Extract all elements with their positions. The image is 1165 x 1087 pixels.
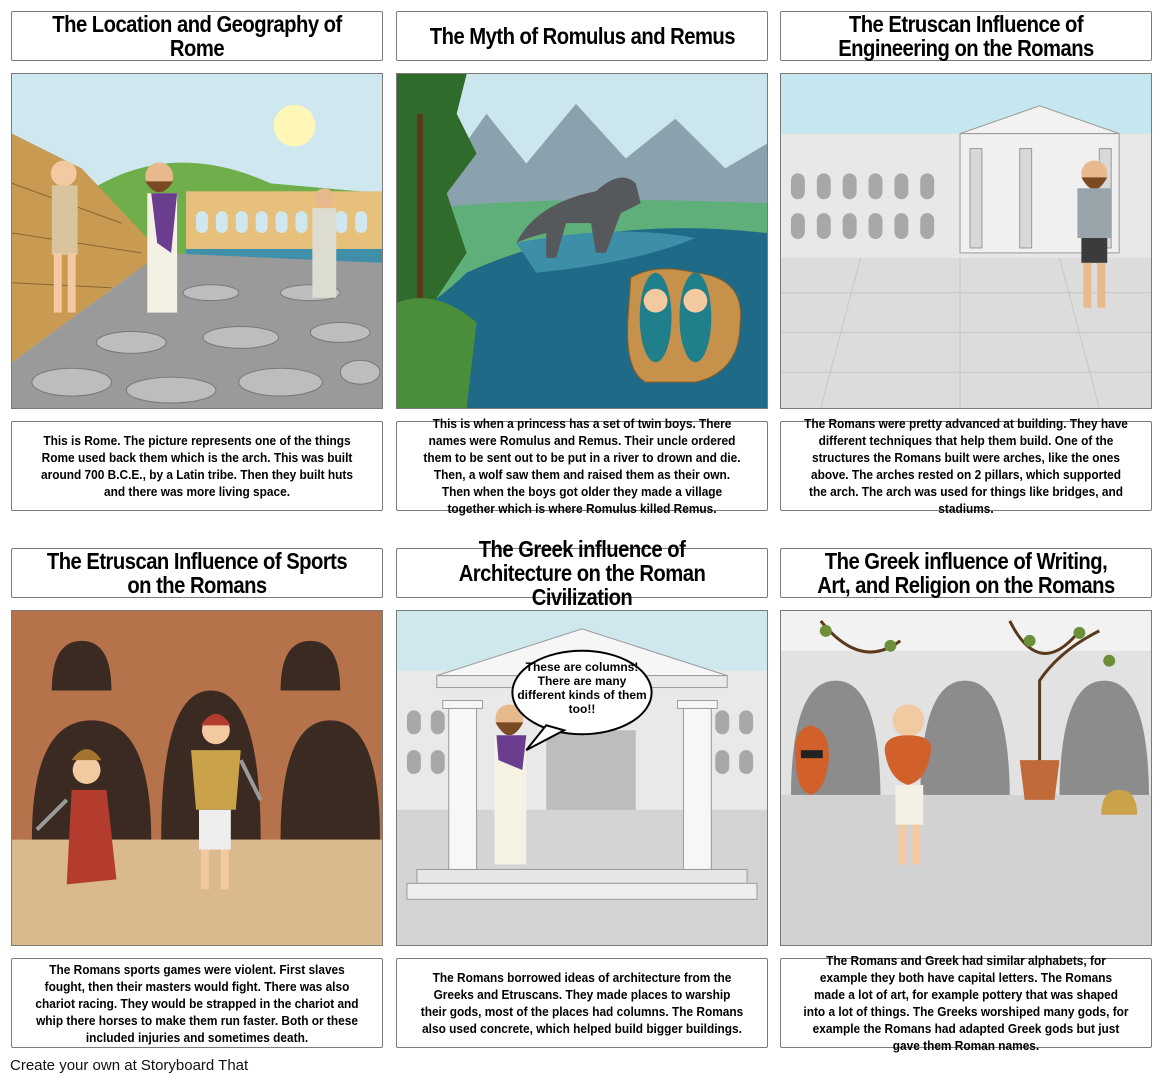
- scene-greek-courtyard: [780, 610, 1152, 946]
- panel-title: The Greek influence of Writing, Art, and Religion on the Romans: [780, 548, 1152, 598]
- speech-bubble-text: These are columns! There are many different kinds of them too!!: [517, 660, 647, 716]
- panel-caption: The Romans sports games were violent. First slaves fought, then their masters would fight. There was also chariot racing. They would be strapped in the chariot and whip there horses to make them run faster. Both or these included injuries and sometimes death.: [11, 958, 383, 1048]
- panel-title: The Location and Geography of Rome: [11, 11, 383, 61]
- storyboard-footer-link[interactable]: Create your own at Storyboard That: [10, 1057, 249, 1074]
- scene-rome-street: [11, 73, 383, 409]
- panel-caption: This is when a princess has a set of twin boys. There names were Romulus and Remus. Their uncle ordered them to be sent out to be put in a river to drown and die. Then, a wolf saw them and raised them as their own. Then when the boys got older they made a village together which is where Romulus killed Remus.: [396, 421, 768, 511]
- scene-wolf-and-twins: [396, 73, 768, 409]
- panel-title: The Myth of Romulus and Remus: [396, 11, 768, 61]
- panel-title: The Greek influence of Architecture on the Roman Civilization: [396, 548, 768, 598]
- panel-caption: The Romans were pretty advanced at building. They have different techniques that help them build. One of the structures the Romans built were arches, like the ones above. The arches rested on 2 pillars, which supported the arch. The arch was used for things like bridges, and stadiums.: [780, 421, 1152, 511]
- scene-roman-building: [780, 73, 1152, 409]
- scene-gladiators: [11, 610, 383, 946]
- panel-caption: The Romans borrowed ideas of architecture from the Greeks and Etruscans. They made places to warship their gods, most of the places had columns. The Romans also used concrete, which helped build bigger buildings.: [396, 958, 768, 1048]
- panel-title: The Etruscan Influence of Engineering on the Romans: [780, 11, 1152, 61]
- panel-caption: This is Rome. The picture represents one of the things Rome used back them which is the arch. This was built around 700 B.C.E., by a Latin tribe. Then they built huts and there was more living space.: [11, 421, 383, 511]
- panel-title: The Etruscan Influence of Sports on the Romans: [11, 548, 383, 598]
- scene-greek-temple: [396, 610, 768, 946]
- panel-caption: The Romans and Greek had similar alphabets, for example they both have capital letters. The Romans made a lot of art, for example pottery that was shaped into a lot of things. The Greeks worshiped many gods, for example the Romans had adapted Greek gods but just gave them Roman names.: [780, 958, 1152, 1048]
